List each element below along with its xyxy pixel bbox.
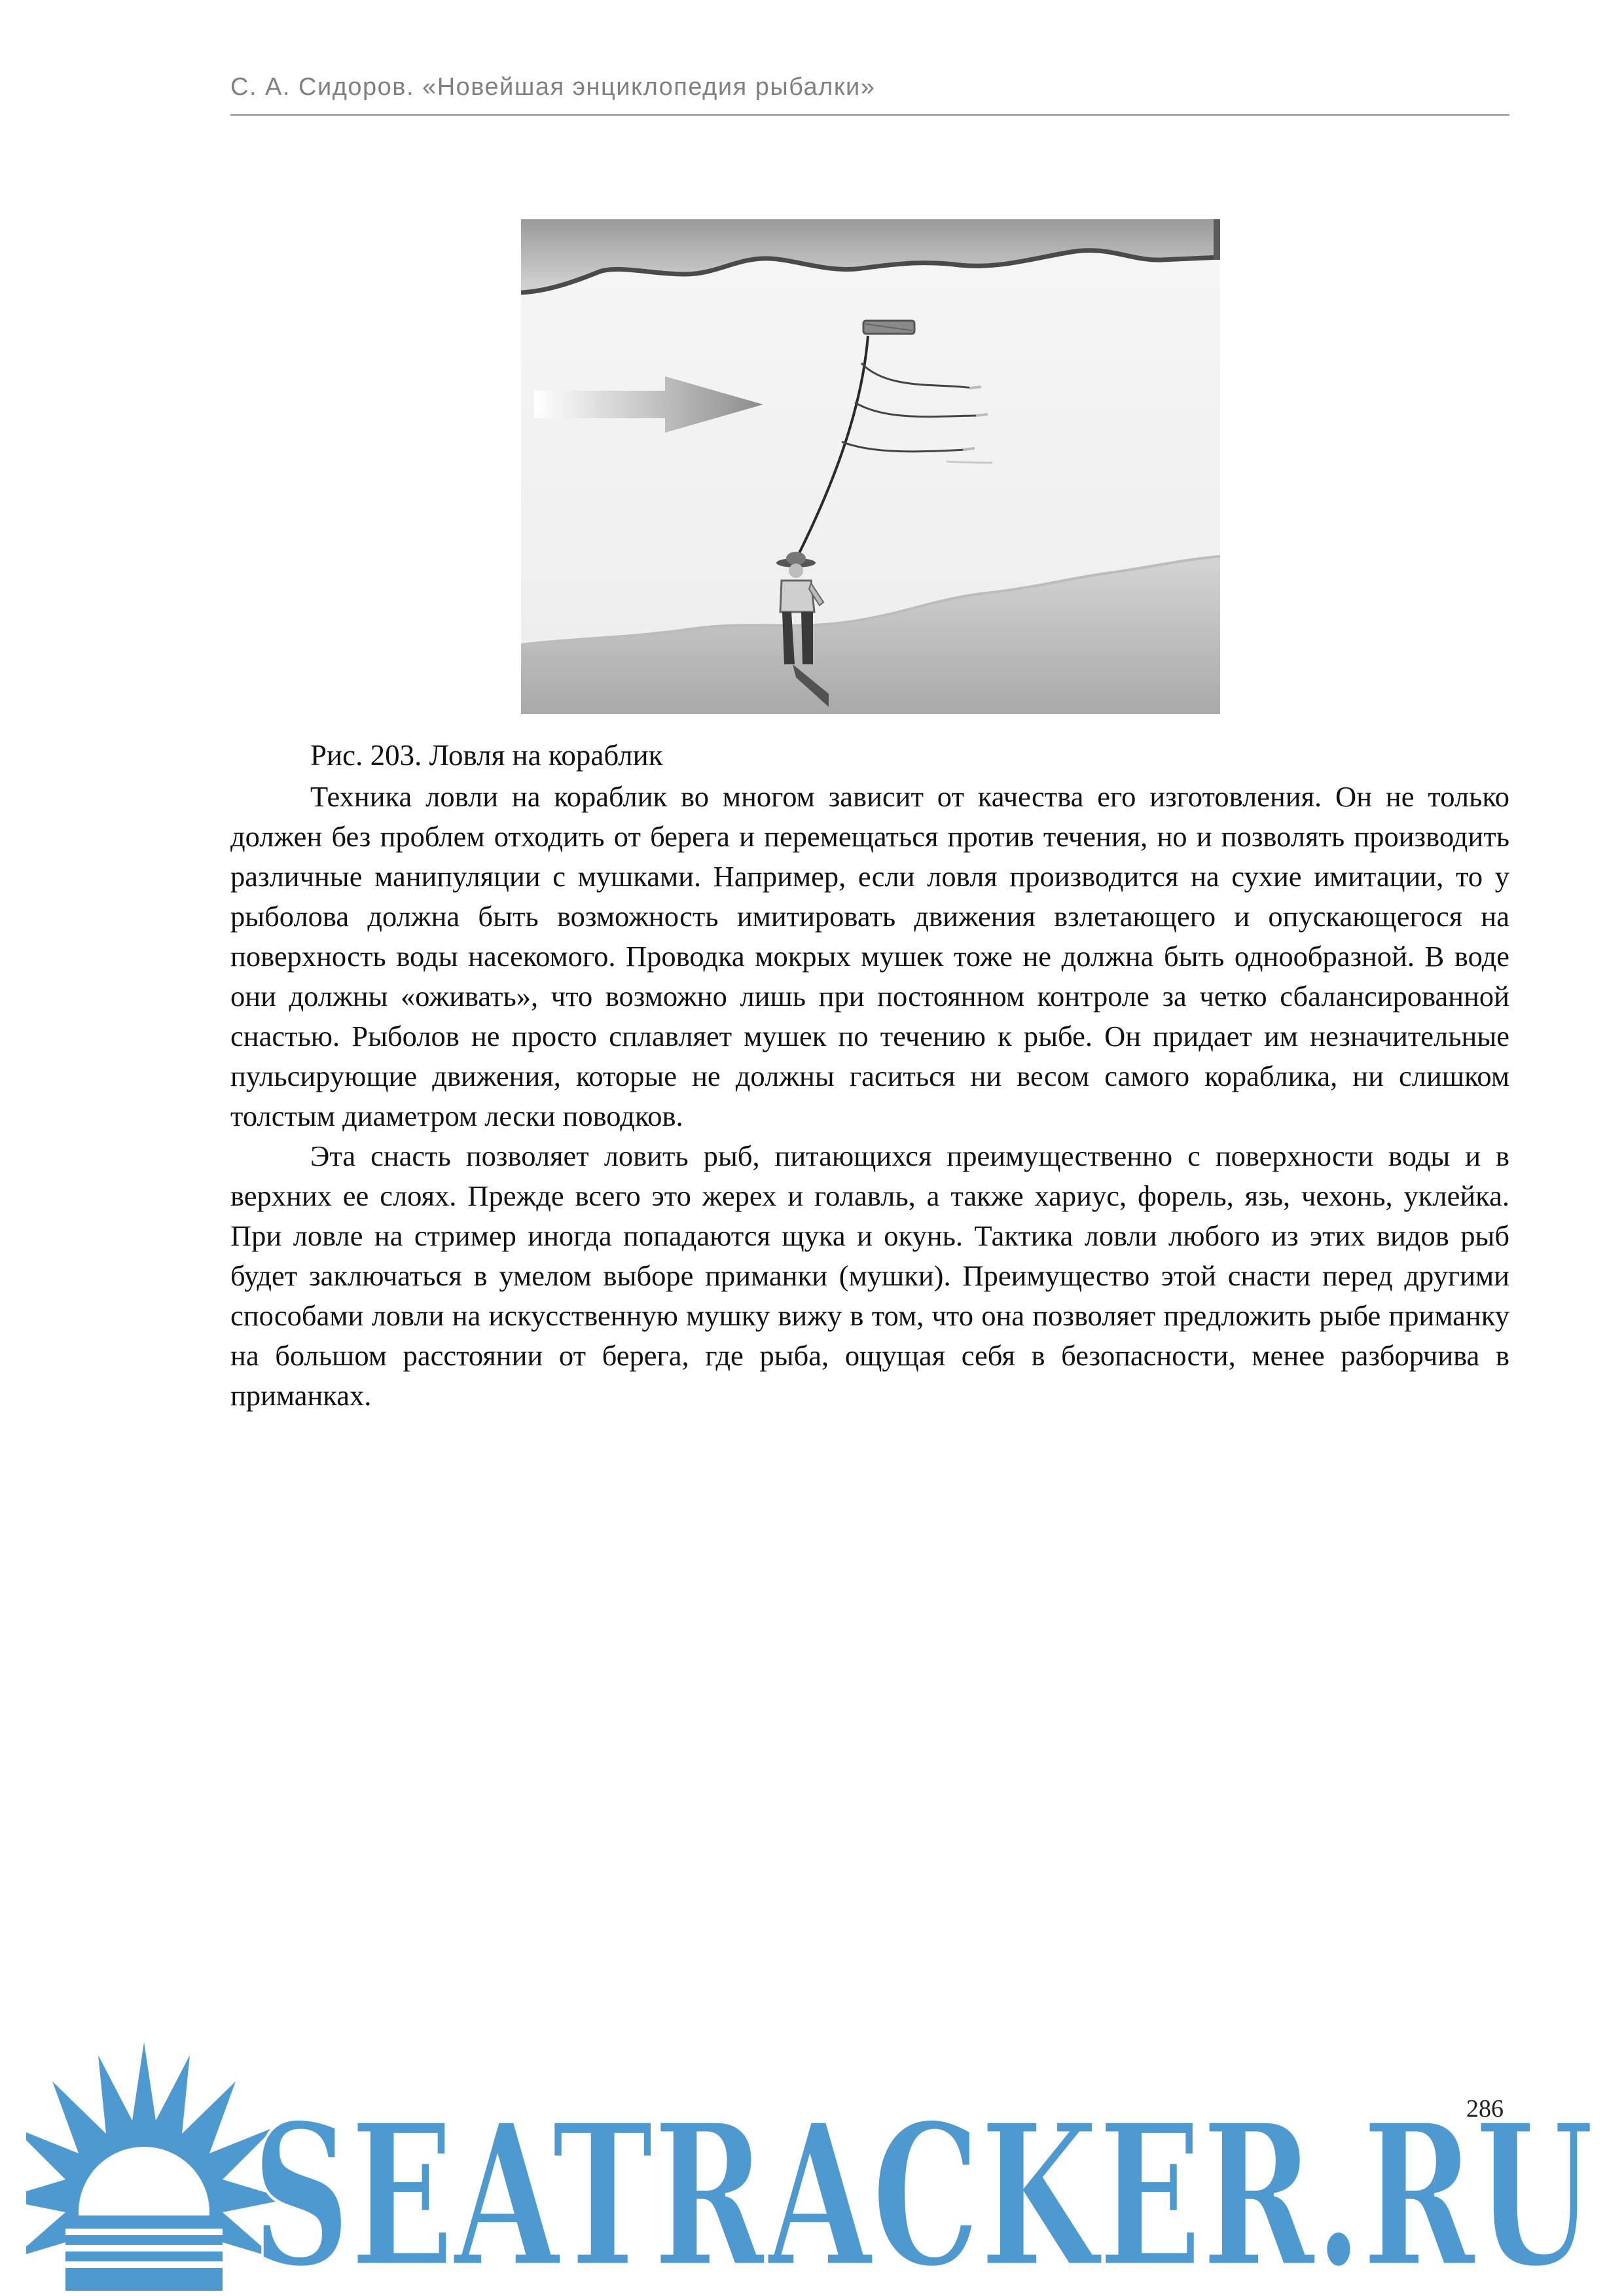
- page-number: 286: [1466, 2095, 1504, 2123]
- figure-fishing-boat-illustration: [521, 219, 1220, 714]
- header-divider: [230, 114, 1509, 116]
- paragraph: Эта снасть позволяет ловить рыб, питающихся преимущественно с поверхности воды и в верхних ее слоях. Прежде всего это жерех и голавль, а также хариус, форель, язь, чехонь, уклейка. При ловле на стример иногда попадаются щука и окунь. Тактика ловли любого из этих видов рыб будет заключаться в умелом выборе приманки (мушки). Преимущество этой снасти перед другими способами ловли на искусственную мушку вижу в том, что она позволяет предложить рыбе приманку на большом расстоянии от берега, где рыба, ощущая себя в безопасности, менее разборчива в приманках.: [230, 1139, 1509, 1412]
- figure-caption: Рис. 203. Ловля на кораблик: [310, 739, 663, 772]
- paragraph: Техника ловли на кораблик во многом зависит от качества его изготовления. Он не только должен без проблем отходить от берега и перемещаться против течения, но и позволять производить различные манипуляции с мушками. Например, если ловля производится на сухие имитации, то у рыболова должна быть возможность имитировать движения взлетающего и опускающегося на поверхность воды насекомого. Проводка мокрых мушек тоже не должна быть однообразной. В воде они должны «оживать», что возможно лишь при постоянном контроле за четко сбалансированной снастью. Рыболов не просто сплавляет мушек по течению к рыбе. Он придает им незначительные пульсирующие движения, которые не должны гаситься ни весом самого кораблика, ни слишком толстым диаметром лески поводков.: [230, 780, 1509, 1132]
- watermark-text: SEATRACKER.RU: [252, 2080, 1594, 2291]
- sun-icon: [26, 2042, 288, 2291]
- running-title: С. А. Сидоров. «Новейшая энциклопедия рыбалки»: [230, 73, 876, 101]
- fishing-illustration: [521, 219, 1220, 714]
- watermark-logo: [26, 2042, 1610, 2291]
- watermark-svg: [26, 2042, 1610, 2291]
- body-text: [230, 777, 1509, 1416]
